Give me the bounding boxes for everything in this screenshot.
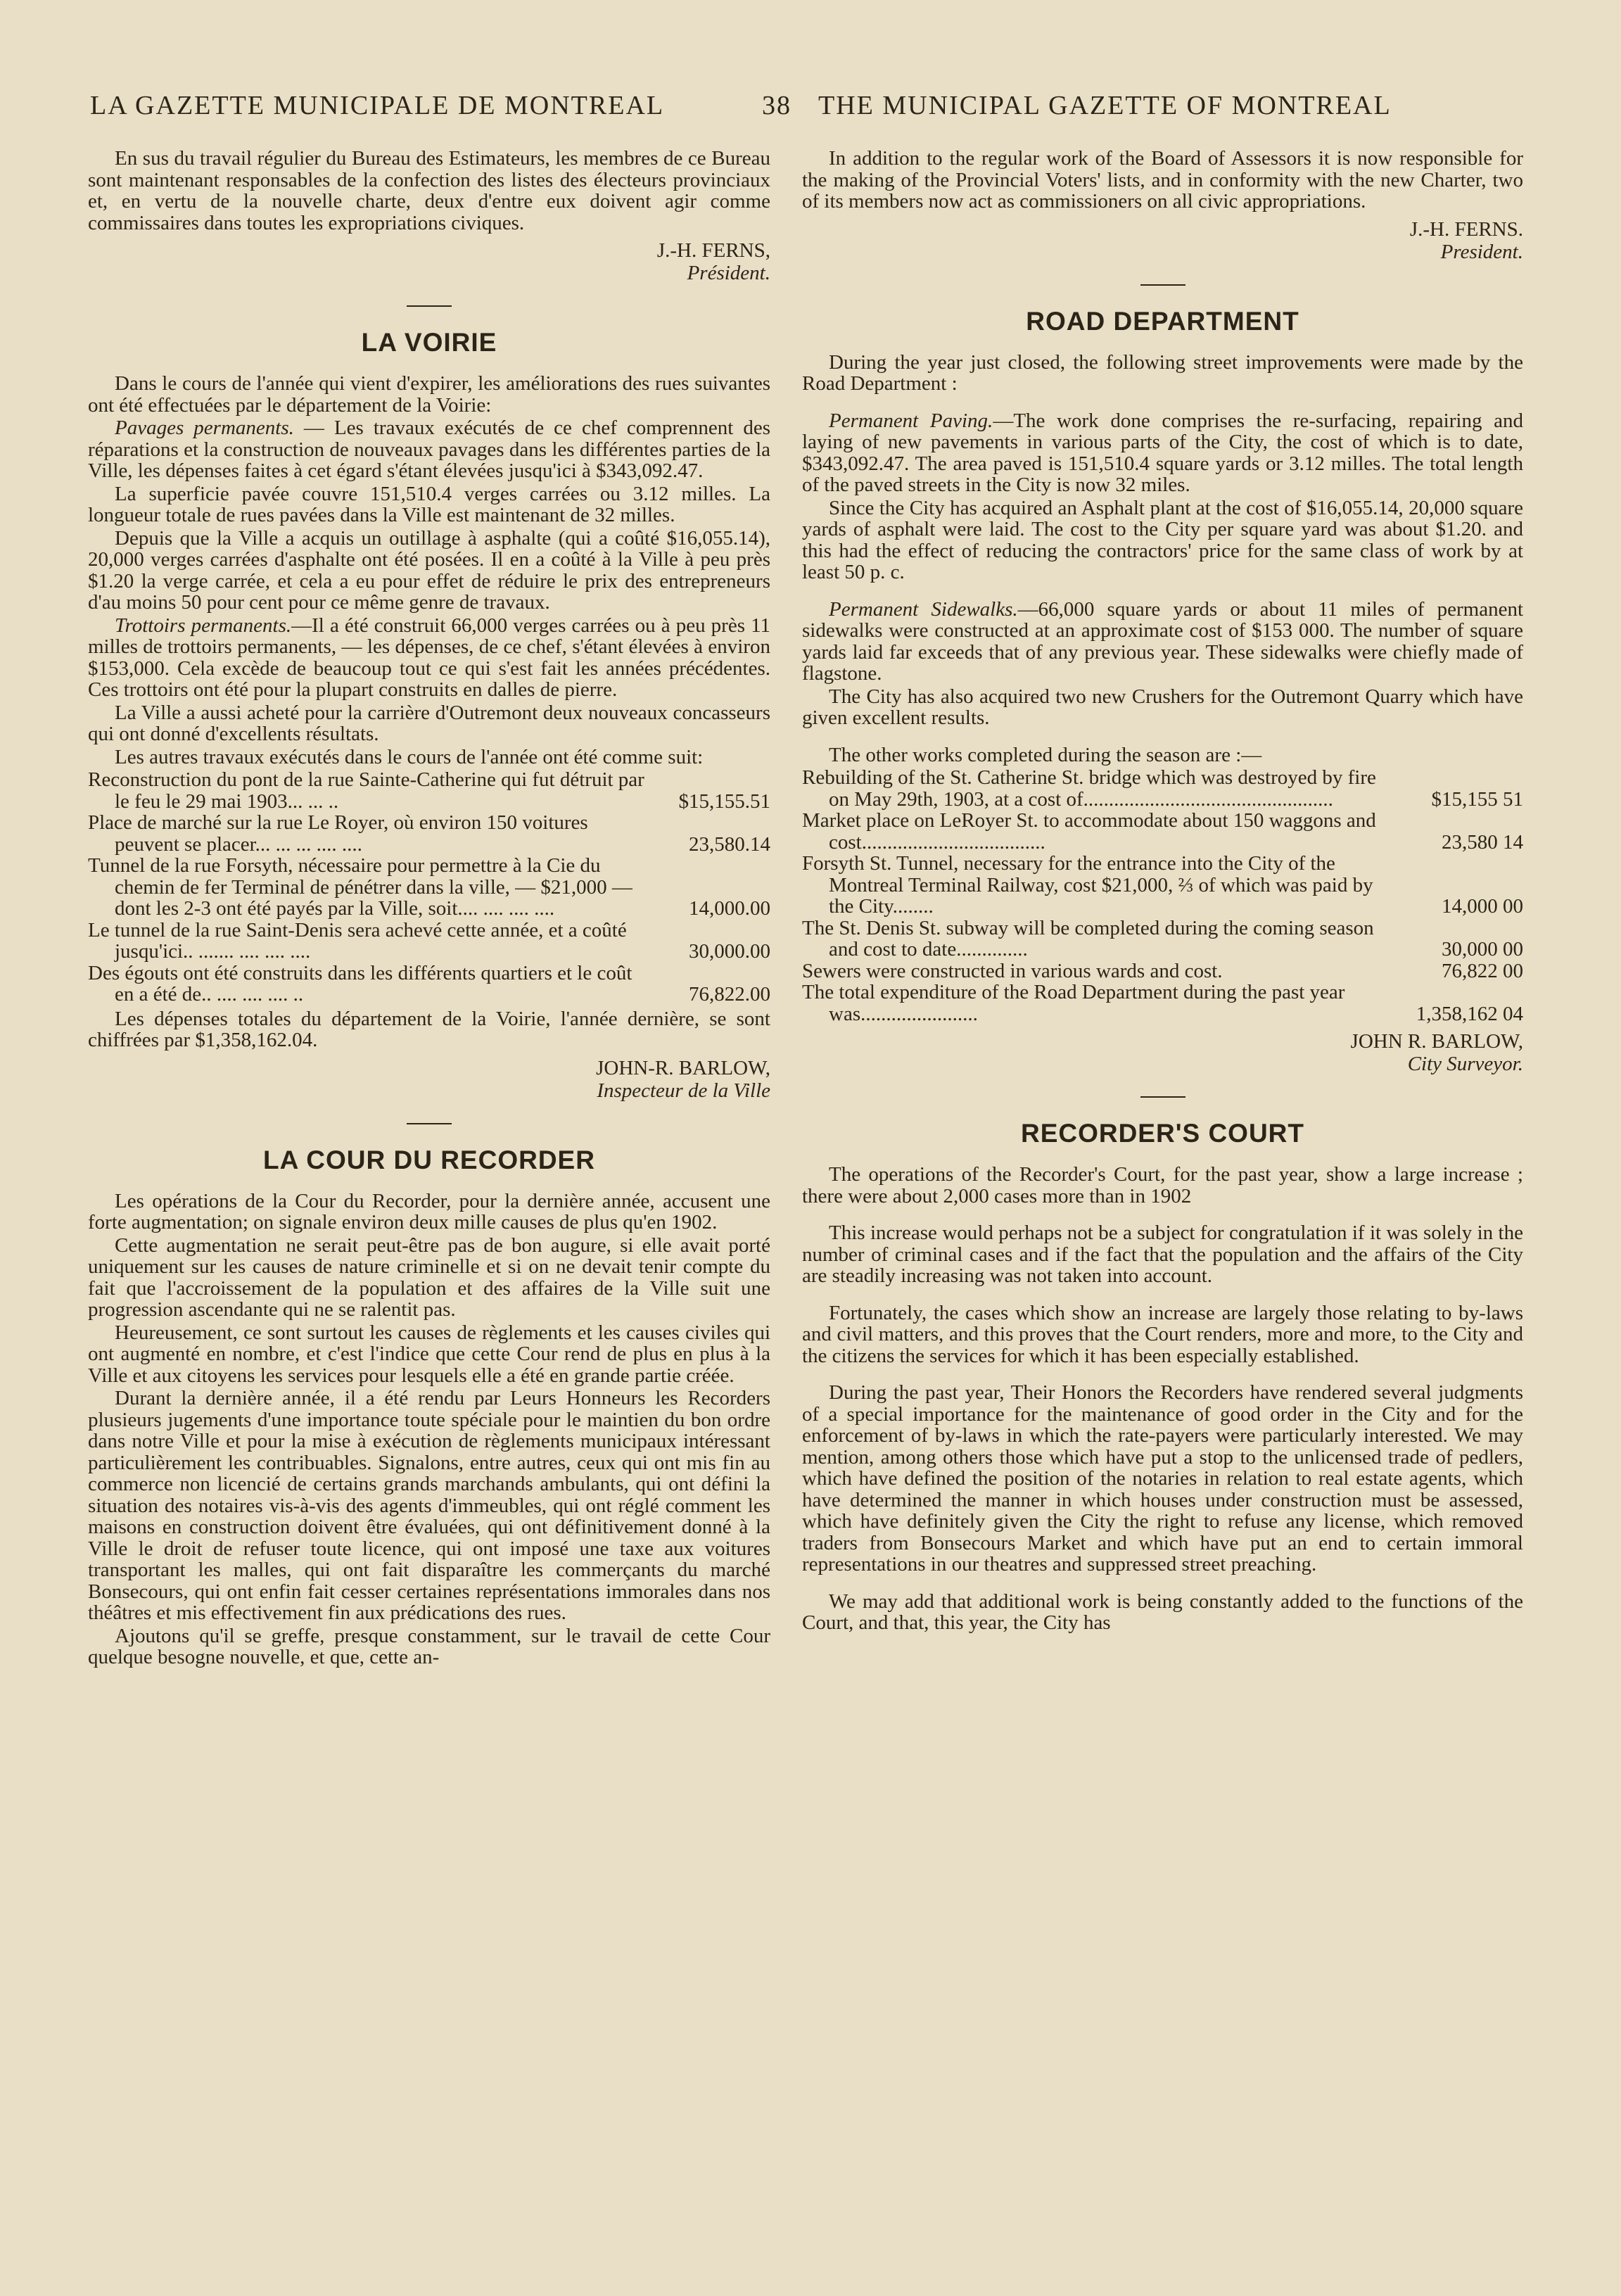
item-amount: 23,580 14: [1442, 830, 1523, 854]
header-french-title: LA GAZETTE MUNICIPALE DE MONTREAL: [90, 91, 665, 120]
paragraph-lead: Permanent Paving.: [829, 409, 993, 432]
voirie-paragraph: Dans le cours de l'année qui vient d'expirer, les améliorations des rues suivantes ont été effectuées par le département de la Voirie:: [88, 372, 770, 417]
voirie-paragraph: Pavages permanents. — Les travaux exécutés de ce chef comprennent des réparations et la construction de nouveaux pavages dans les différentes parties de la Ville, les dépenses faites à cet égard s'étant élevées jusqu'ici à $343,092.47.: [88, 417, 770, 482]
road-paragraph: Since the City has acquired an Asphalt plant at the cost of $16,055.14, 20,000 square yards of asphalt were laid. The cost to the City per square yard was about $1.20. and this had the effect of reducing the contractors' price for the same class of work by at least 50 p. c.: [802, 496, 1523, 583]
section-divider: [407, 305, 452, 307]
list-item: Reconstruction du pont de la rue Sainte-Catherine qui fut détruit par le feu le 29 mai 1903... ... .. $15,155.51: [88, 768, 770, 813]
list-item: Place de marché sur la rue Le Royer, où environ 150 voitures peuvent se placer... ... ... .... .... 23,580.14: [88, 811, 770, 856]
court-paragraph: The operations of the Recorder's Court, for the past year, show a large increase ; there were about 2,000 cases more than in 1902: [802, 1163, 1523, 1207]
road-paragraph: The other works completed during the season are :—: [829, 743, 1262, 766]
list-item: Market place on LeRoyer St. to accommodate about 150 waggons and cost.................................... 23,580 14: [802, 809, 1523, 854]
item-amount: 23,580.14: [689, 832, 770, 856]
list-item: Forsyth St. Tunnel, necessary for the entrance into the City of the Montreal Terminal Railway, cost $21,000, ⅔ of which was paid by the City........ 14,000 00: [802, 852, 1523, 918]
item-amount: 76,822.00: [689, 983, 770, 1006]
item-amount: 30,000.00: [689, 940, 770, 963]
voirie-paragraph: Depuis que la Ville a acquis un outillage à asphalte (qui a coûté $16,055.14), 20,000 verges carrées d'asphalte ont été posées. Il en a coûté à la Ville à peu près $1.20 la verge carrée, et cela a eu pour effet de réduire le prix des entrepreneurs d'au moins 50 pour cent pour ce même genre de travaux.: [88, 526, 770, 614]
road-paragraph: During the year just closed, the following street improvements were made by the Road Department :: [802, 350, 1523, 395]
cour-paragraph: Durant la dernière année, il a été rendu par Leurs Honneurs les Recorders plusieurs jugements d'une importance toute spéciale pour le maintien du bon ordre dans notre Ville et pour la mise à exécution de règlements municipaux intéressant particulièrement les contribuables. Signalons, entre autres, ceux qui ont mis fin au commerce non licencié de certains grands marchands ambulants, qui ont défini la situation des notaires vis-à-vis des agents d'immeubles, qui ont réglé comment les maisons en construction doivent être évaluées, qui ont définitivement donné à la Ville le droit de refuser toute licence, qui ont imposé une taxe aux voitures transportant les malles, qui ont fait disparaître les commerçants du marché Bonsecours, qui ont enfin fait cesser certaines représentations immorales dans nos théâtres et mis effectivement fin aux prédications des rues.: [88, 1387, 770, 1624]
cour-paragraph: Cette augmentation ne serait peut-être pas de bon augure, si elle avait porté uniquement sur les causes de nature criminelle et si on ne devait tenir compte du fait que l'accroissement de la population et des affaires de la Ville suit une progression ascendante qui ne se ralentit pas.: [88, 1233, 770, 1321]
road-paragraph: Permanent Paving.—The work done comprises the re-surfacing, repairing and laying of new pavements in various parts of the City, the cost of which is to date, $343,092.47. The area paved is 151,510.4 square yards or 3.12 milles. The total length of the paved streets in the City is now 32 miles.: [802, 409, 1523, 496]
signature-ferns-fr: [88, 239, 770, 284]
assessors-paragraph-fr: En sus du travail régulier du Bureau des Estimateurs, les membres de ce Bureau sont maintenant responsables de la confection des listes des électeurs provinciaux et, en vertu de la nouvelle charte, deux d'entre eux doivent agir comme commissaires dans toutes les expropriations civiques.: [88, 147, 770, 234]
list-item: The total expenditure of the Road Department during the past year was....................... 1,358,162 04: [802, 981, 1523, 1025]
item-amount: 14,000.00: [689, 897, 770, 920]
signature-name: J.-H. FERNS,: [656, 239, 770, 262]
signature-title: President.: [1440, 240, 1523, 263]
court-paragraph: Fortunately, the cases which show an increase are largely those relating to by-laws and civil matters, and this proves that the Court renders, more and more, to the City and the citizens the services for which it has been especially established.: [802, 1301, 1523, 1367]
item-amount: $15,155 51: [1431, 787, 1523, 811]
page-number: 38: [762, 91, 792, 120]
voirie-paragraph: La Ville a aussi acheté pour la carrière d'Outremont deux nouveaux concasseurs qui ont donné d'excellents résultats.: [88, 701, 770, 745]
works-list-fr: [88, 769, 770, 1006]
signature-barlow-fr: [88, 1057, 770, 1102]
english-column: [802, 148, 1523, 1635]
cour-paragraph: Les opérations de la Cour du Recorder, pour la dernière année, accusent une forte augmentation; on signale environ deux mille causes de plus qu'en 1902.: [88, 1189, 770, 1233]
section-title-voirie: LA VOIRIE: [361, 328, 497, 357]
section-divider: [1140, 284, 1185, 286]
court-paragraph: This increase would perhaps not be a subject for congratulation if it was solely in the number of criminal cases and if the fact that the population and the affairs of the City are steadily increasing was not taken into account.: [802, 1222, 1523, 1287]
item-amount: 14,000 00: [1442, 895, 1523, 918]
french-column: [88, 148, 770, 1670]
section-title-court: RECORDER'S COURT: [1020, 1119, 1305, 1148]
cour-paragraph: Heureusement, ce sont surtout les causes de règlements et les causes civiles qui ont augmenté en nombre, et c'est l'indice que cette Cour rend de plus en plus à la Ville et aux citoyens les services pour lesquels elle a été en grande partie créée.: [88, 1321, 770, 1387]
signature-name: JOHN-R. BARLOW,: [596, 1056, 770, 1079]
signature-name: JOHN R. BARLOW,: [1350, 1030, 1523, 1053]
voirie-paragraph: La superficie pavée couvre 151,510.4 verges carrées ou 3.12 milles. La longueur totale de rues pavées dans la Ville est maintenant de 32 milles.: [88, 482, 770, 526]
court-paragraph: During the past year, Their Honors the Recorders have rendered several judgments of a special importance for the maintenance of good order in the City and for the enforcement of by-laws in which the rate-payers were particularly interested. We may mention, among others those which have put a stop to the unlicensed trade of pedlers, which have defined the position of the notaries in relation to real estate agents, which have determined the manner in which houses under construction must be assessed, which have definitely given the City the right to refuse any license, which removed traders from Bonsecours Market and which have put an end to certain immoral representations in our theatres and suppressed street preaching.: [802, 1381, 1523, 1575]
paragraph-lead: Permanent Sidewalks.: [829, 597, 1018, 621]
section-divider: [407, 1123, 452, 1124]
header-english-title: THE MUNICIPAL GAZETTE OF MONTREAL: [818, 91, 1392, 120]
paragraph-lead: Pavages permanents.: [115, 417, 294, 439]
voirie-paragraph: Les dépenses totales du département de la Voirie, l'année dernière, se sont chiffrées par $1,358,162.04.: [88, 1007, 770, 1051]
signature-barlow-en: [802, 1030, 1523, 1075]
works-list-en: [802, 767, 1523, 1025]
section-title-road: ROAD DEPARTMENT: [1026, 306, 1299, 336]
list-item: Tunnel de la rue Forsyth, nécessaire pour permettre à la Cie du chemin de fer Terminal de pénétrer dans la ville, — $21,000 — dont les 2-3 ont été payés par la Ville, soit.... .... .... .... 14,000.00: [88, 854, 770, 920]
assessors-paragraph-en: In addition to the regular work of the Board of Assessors it is now responsible for the making of the Provincial Voters' lists, and in conformity with the new Charter, two of its members now act as commissioners on all civic appropriations.: [802, 147, 1523, 213]
road-paragraph: Permanent Sidewalks.—66,000 square yards or about 11 miles of permanent sidewalks were constructed at an approximate cost of $153 000. The number of square yards laid far exceeds that of any previous year. These sidewalks were chiefly made of flagstone.: [802, 597, 1523, 685]
section-title-cour: LA COUR DU RECORDER: [263, 1145, 595, 1174]
court-paragraph: We may add that additional work is being constantly added to the functions of the Court, and that, this year, the City has: [802, 1590, 1523, 1634]
signature-title: City Surveyor.: [1407, 1053, 1523, 1075]
item-amount: 1,358,162 04: [1416, 1002, 1523, 1025]
list-item: Le tunnel de la rue Saint-Denis sera achevé cette année, et a coûté jusqu'ici.. ....... .... .... .... 30,000.00: [88, 918, 770, 963]
paragraph-lead: Trottoirs permanents.: [115, 614, 292, 637]
voirie-paragraph: Trottoirs permanents.—Il a été construit 66,000 verges carrées ou à peu près 11 milles de trottoirs permanents, — les dépenses, de ce chef, s'étant élevées à environ $153,000. Cela excède de beaucoup tout ce qui s'est fait les années précédentes. Ces trottoirs ont été pour la plupart construits en dalles de pierre.: [88, 614, 770, 701]
list-item: The St. Denis St. subway will be completed during the coming season and cost to date.............. 30,000 00: [802, 916, 1523, 960]
item-amount: 30,000 00: [1442, 938, 1523, 960]
signature-name: J.-H. FERNS.: [1409, 217, 1523, 241]
item-amount: $15,155.51: [678, 789, 770, 813]
list-item: Des égouts ont été construits dans les différents quartiers et le coût en a été de.. .... .... .... .. 76,822.00: [88, 961, 770, 1006]
section-divider: [1140, 1096, 1185, 1098]
signature-title: Président.: [687, 262, 770, 284]
signature-title: Inspecteur de la Ville: [597, 1079, 770, 1102]
road-paragraph: The City has also acquired two new Crushers for the Outremont Quarry which have given excellent results.: [802, 685, 1523, 729]
voirie-paragraph: Les autres travaux exécutés dans le cours de l'année ont été comme suit:: [115, 745, 704, 768]
item-amount: 76,822 00: [1442, 959, 1523, 982]
list-item: Rebuilding of the St. Catherine St. bridge which was destroyed by fire on May 29th, 1903, at a cost of................................................. $15,155 51: [802, 766, 1523, 811]
signature-ferns-en: [802, 218, 1523, 263]
cour-paragraph: Ajoutons qu'il se greffe, presque constamment, sur le travail de cette Cour quelque besogne nouvelle, et que, cette an-: [88, 1624, 770, 1668]
list-item: Sewers were constructed in various wards and cost. 76,822 00: [802, 959, 1523, 982]
